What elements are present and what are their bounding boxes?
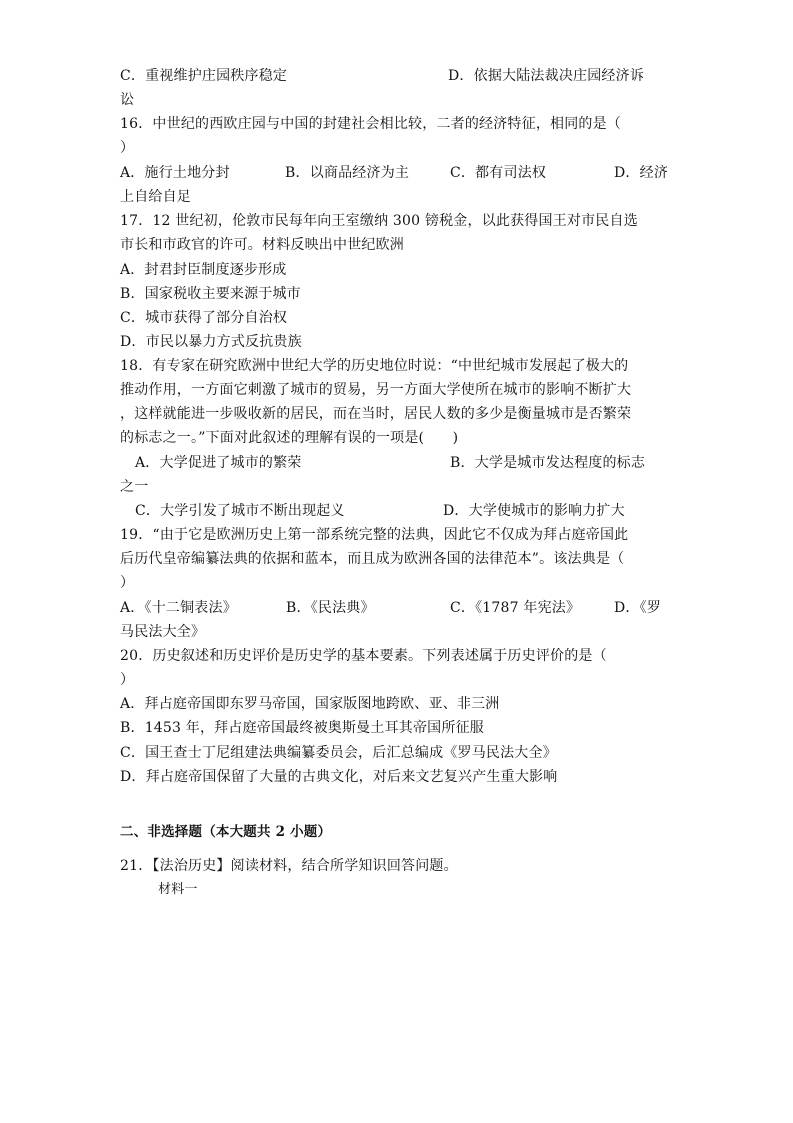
- question-18-cont-2: ，这样就能进一步吸收新的居民，而在当时，居民人数的多少是衡量城市是否繁荣: [120, 406, 632, 422]
- q16-option-c: C．都有司法权: [450, 165, 547, 181]
- q17-option-a: A．封君封臣制度逐步形成: [120, 262, 287, 278]
- q16-option-d: D．经济: [614, 165, 669, 181]
- q18-option-a: A．大学促进了城市的繁荣: [135, 455, 302, 471]
- q18-option-d: D．大学使城市的影响力扩大: [443, 503, 625, 519]
- question-21: 21．【法治历史】阅读材料，结合所学知识回答问题。: [120, 858, 458, 874]
- question-18: 18．有专家在研究欧洲中世纪大学的历史地位时说：“中世纪城市发展起了极大的: [120, 358, 629, 374]
- material-1-label: 材料一: [158, 882, 198, 897]
- q16-option-a: A．施行土地分封: [120, 165, 230, 181]
- question-18-cont-3: 的标志之一。”下面对此叙述的理解有误的一项是( ): [120, 430, 459, 446]
- question-19-cont-2: ）: [120, 575, 135, 591]
- question-17: 17．12 世纪初，伦敦市民每年向王室缴纳 300 镑税金，以此获得国王对市民自选: [120, 213, 638, 229]
- question-20: 20．历史叙述和历史评价是历史学的基本要素。下列表述属于历史评价的是（: [120, 648, 607, 664]
- q20-option-a: A．拜占庭帝国即东罗马帝国，国家版图地跨欧、亚、非三洲: [120, 696, 500, 712]
- q17-option-d: D．市民以暴力方式反抗贵族: [120, 334, 302, 350]
- question-16: 16．中世纪的西欧庄园与中国的封建社会相比较，二者的经济特征，相同的是（: [120, 116, 622, 132]
- q15-option-d: D．依据大陆法裁决庄园经济诉: [448, 68, 645, 84]
- q20-option-b: B．1453 年，拜占庭帝国最终被奥斯曼土耳其帝国所征服: [120, 720, 484, 736]
- q19-option-c: C．《1787 年宪法》: [450, 600, 581, 616]
- question-18-cont-1: 推动作用，一方面它刺激了城市的贸易，另一方面大学使所在城市的影响不断扩大: [120, 382, 632, 398]
- q15-option-d-cont: 讼: [120, 92, 135, 108]
- q16-option-d-cont: 上自给自足: [120, 189, 191, 205]
- section-title-nonchoice: 二、非选择题（本大题共 2 小题）: [120, 824, 332, 840]
- question-20-cont: ）: [120, 672, 135, 688]
- question-16-cont: ）: [120, 140, 135, 156]
- q15-option-c: C．重视维护庄园秩序稳定: [120, 68, 288, 84]
- q17-option-c: C．城市获得了部分自治权: [120, 310, 288, 326]
- q16-option-b: B．以商品经济为主: [285, 165, 410, 181]
- question-17-cont: 市长和市政官的许可。材料反映出中世纪欧洲: [120, 237, 404, 253]
- q18-option-c: C．大学引发了城市不断出现起义: [135, 503, 345, 519]
- q20-option-c: C．国王查士丁尼组建法典编纂委员会，后汇总编成《罗马民法大全》: [120, 745, 557, 761]
- question-19: 19．“由于它是欧洲历史上第一部系统完整的法典，因此它不仅成为拜占庭帝国此: [120, 527, 629, 543]
- q19-option-a: A．《十二铜表法》: [120, 600, 237, 616]
- q18-option-b: B．大学是城市发达程度的标志: [450, 455, 646, 471]
- q17-option-b: B．国家税收主要来源于城市: [120, 286, 301, 302]
- q18-option-b-cont: 之一: [120, 479, 149, 495]
- q19-option-b: B．《民法典》: [286, 600, 375, 616]
- q20-option-d: D．拜占庭帝国保留了大量的古典文化，对后来文艺复兴产生重大影响: [120, 769, 558, 785]
- q19-option-d-cont: 马民法大全》: [120, 624, 206, 640]
- question-19-cont-1: 后历代皇帝编纂法典的依据和蓝本，而且成为欧洲各国的法律范本”。该法典是（: [120, 551, 625, 567]
- q19-option-d: D．《罗: [614, 600, 662, 616]
